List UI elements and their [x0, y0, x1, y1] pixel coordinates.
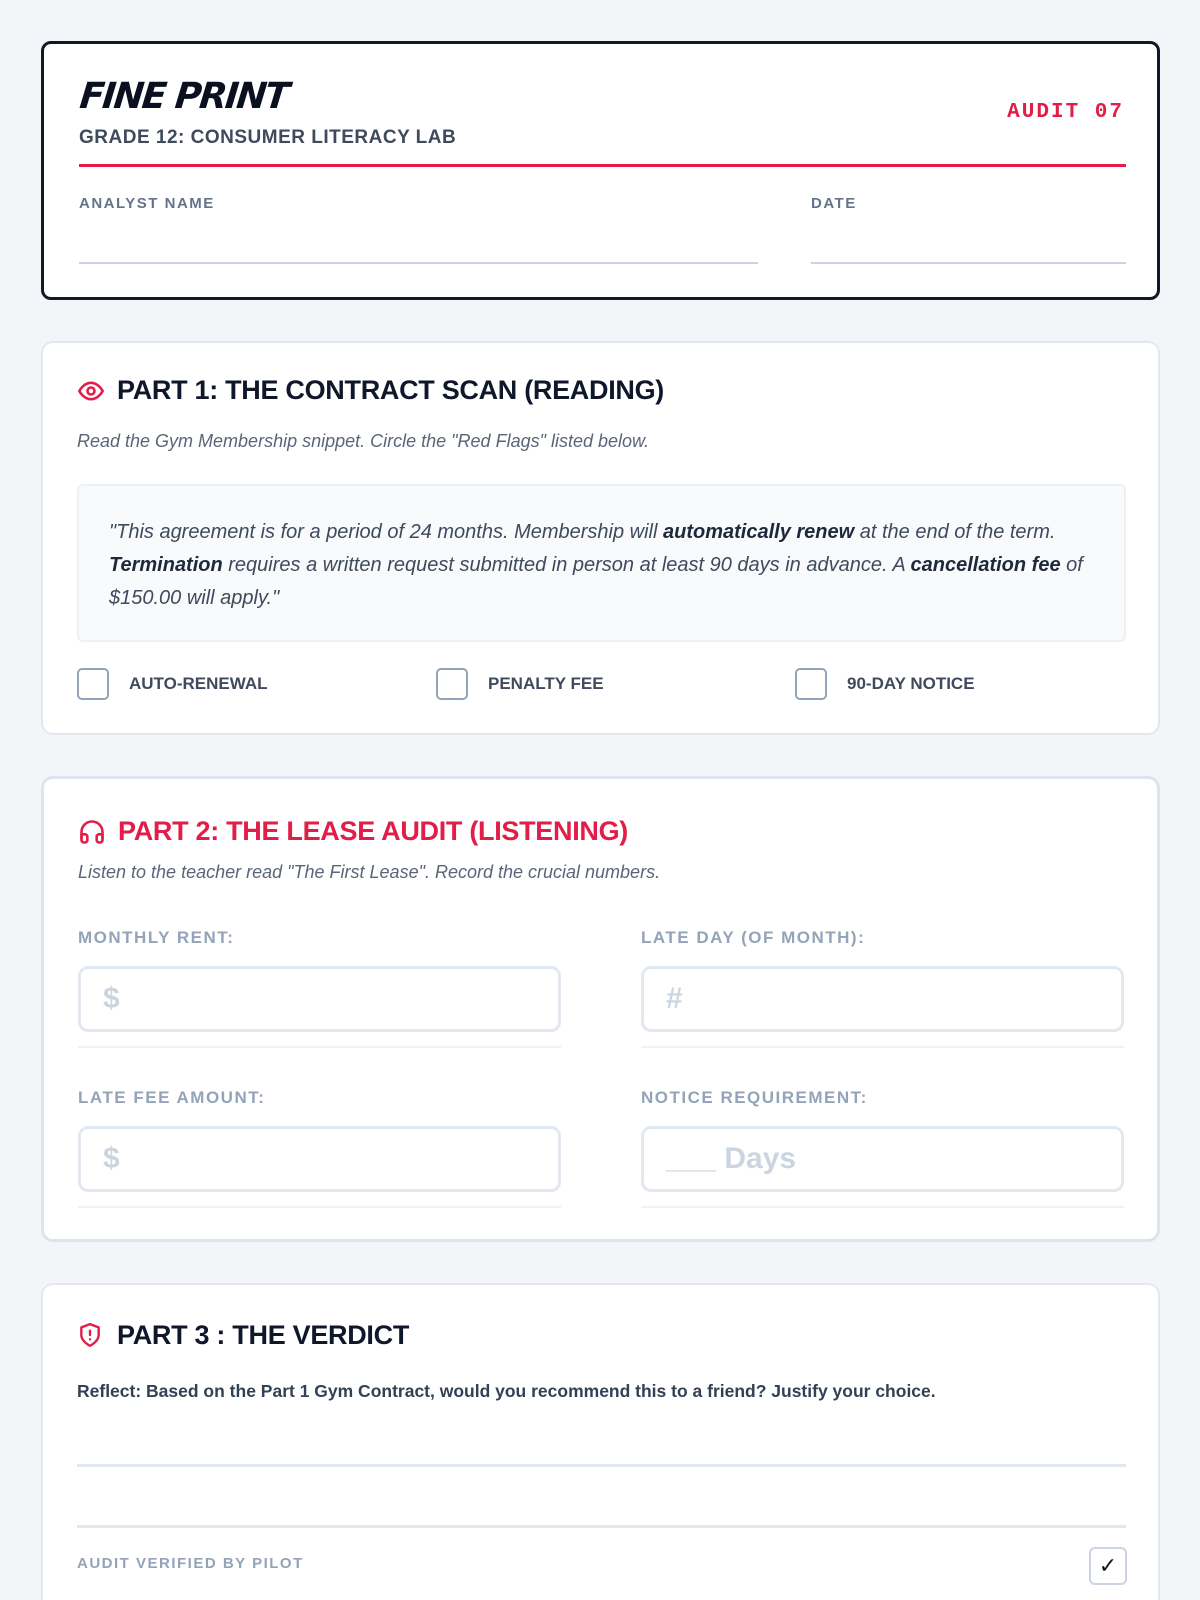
flag-90-day-notice[interactable]: [795, 668, 975, 700]
header-card: [41, 41, 1160, 300]
part3-heading: [77, 1320, 409, 1351]
input-underline: [641, 1046, 1124, 1048]
input-underline: [641, 1206, 1124, 1208]
input-underline: [78, 1046, 561, 1048]
quote-bold-term: cancellation fee: [910, 554, 1061, 576]
quote-text: "This agreement is for a period of 24 months. Membership will: [109, 521, 664, 543]
answer-line[interactable]: [77, 1525, 1126, 1528]
monthly-rent-input[interactable]: $: [78, 966, 561, 1032]
part3-card: [41, 1283, 1160, 1600]
worksheet-subtitle: GRADE 12: CONSUMER LITERACY LAB: [79, 127, 457, 148]
flag-label: PENALTY FEE: [488, 674, 604, 693]
flag-auto-renewal[interactable]: [77, 668, 268, 700]
answer-line[interactable]: [77, 1464, 1126, 1467]
late-day-label: LATE DAY (OF MONTH):: [641, 928, 866, 947]
part1-title: PART 1: THE CONTRACT SCAN (READING): [117, 375, 664, 405]
date-field[interactable]: [811, 262, 1126, 264]
header-divider: [79, 164, 1126, 167]
contract-quote: [77, 484, 1126, 642]
quote-text: at the end of the term.: [854, 521, 1056, 543]
notice-requirement-input[interactable]: ___ Days: [641, 1126, 1124, 1192]
input-underline: [78, 1206, 561, 1208]
late-fee-input[interactable]: $: [78, 1126, 561, 1192]
late-fee-label: LATE FEE AMOUNT:: [78, 1088, 266, 1107]
quote-text: requires a written request submitted in person at least 90 days in advance. A: [222, 554, 911, 576]
flag-checkbox[interactable]: [77, 668, 109, 700]
quote-bold-term: Termination: [109, 554, 223, 576]
part3-title: PART 3 : THE VERDICT: [117, 1320, 410, 1350]
part1-card: [41, 341, 1160, 735]
part2-instruction: Listen to the teacher read "The First Lease". Record the crucial numbers.: [78, 862, 661, 882]
verified-label: AUDIT VERIFIED BY PILOT: [77, 1555, 304, 1572]
analyst-name-field[interactable]: [79, 262, 758, 264]
part1-instruction: Read the Gym Membership snippet. Circle the "Red Flags" listed below.: [77, 431, 650, 451]
flag-checkbox[interactable]: [795, 668, 827, 700]
part2-title: PART 2: THE LEASE AUDIT (LISTENING): [118, 816, 629, 846]
verdict-prompt: Reflect: Based on the Part 1 Gym Contract, would you recommend this to a friend? Justify your choice.: [77, 1381, 936, 1401]
quote-bold-term: automatically renew: [663, 521, 855, 543]
audit-number-tag: AUDIT 07: [1007, 101, 1124, 124]
headphones-icon: [78, 818, 106, 846]
part2-heading: [78, 816, 628, 847]
verify-checkbox[interactable]: ✓: [1089, 1547, 1127, 1585]
quote-text: of $150.00 will apply.": [109, 554, 1083, 609]
worksheet-title: FINE PRINT: [77, 76, 290, 117]
date-label: DATE: [811, 195, 857, 212]
late-day-input[interactable]: #: [641, 966, 1124, 1032]
shield-alert-icon: [77, 1322, 105, 1350]
flag-label: AUTO-RENEWAL: [129, 674, 268, 693]
monthly-rent-label: MONTHLY RENT:: [78, 928, 235, 947]
flag-checkbox[interactable]: [436, 668, 468, 700]
part1-heading: [77, 375, 664, 406]
eye-icon: [77, 377, 105, 405]
part2-card: [41, 776, 1160, 1242]
notice-requirement-label: NOTICE REQUIREMENT:: [641, 1088, 868, 1107]
flag-penalty-fee[interactable]: [436, 668, 604, 700]
analyst-name-label: ANALYST NAME: [79, 195, 215, 212]
flag-label: 90-DAY NOTICE: [847, 674, 975, 693]
